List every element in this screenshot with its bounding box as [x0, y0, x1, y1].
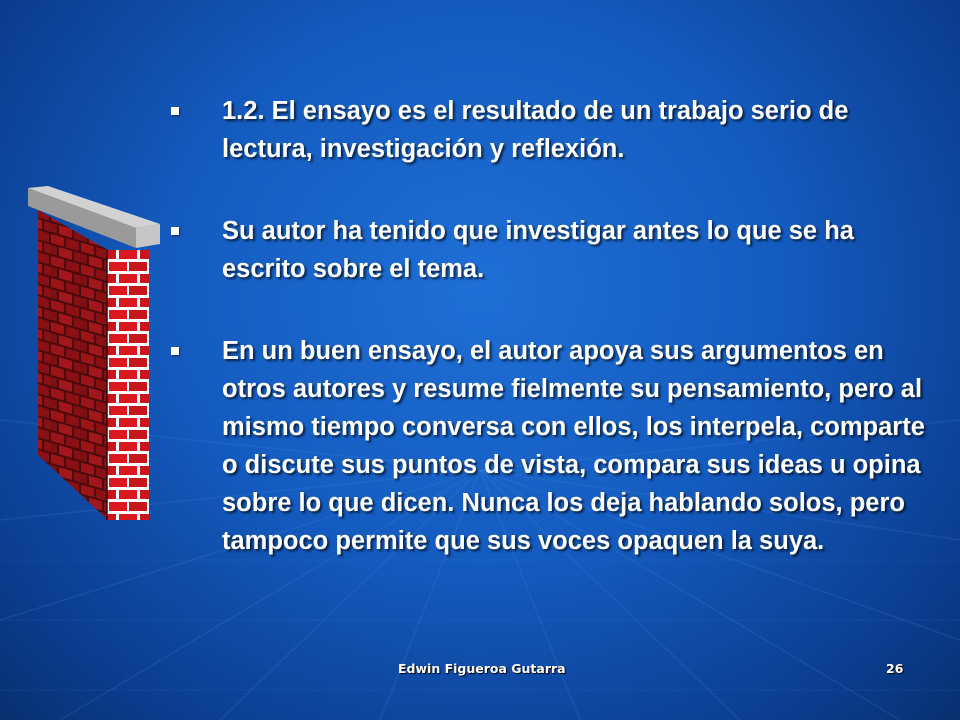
square-bullet-icon	[171, 347, 179, 355]
bullet-text: 1.2. El ensayo es el resultado de un trabajo serio de lectura, investigación y reflexión.	[222, 97, 849, 163]
bullet-text: Su autor ha tenido que investigar antes lo que se ha escrito sobre el tema.	[222, 217, 854, 283]
bullet-item	[160, 92, 940, 168]
footer-author: Edwin Figueroa Gutarra	[398, 661, 566, 676]
square-bullet-icon	[171, 107, 179, 115]
bullet-list	[160, 92, 940, 604]
bullet-item	[160, 212, 940, 288]
bullet-item	[160, 332, 940, 560]
square-bullet-icon	[171, 227, 179, 235]
page-number: 26	[886, 661, 904, 676]
bullet-text: En un buen ensayo, el autor apoya sus argumentos en otros autores y resume fielmente su pensamiento, pero al mismo tiempo conversa con ellos, los interpela, comparte o discute sus puntos de vista, compara sus ideas u opina sobre lo que dicen. Nunca los deja hablando solos, pero tampoco permite que sus voces opaquen la suya.	[222, 337, 925, 555]
brick-wall-icon	[20, 180, 170, 525]
